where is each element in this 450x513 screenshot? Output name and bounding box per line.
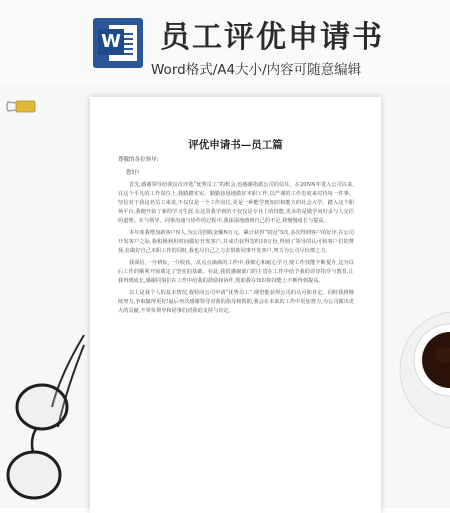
document-greeting: 您好! xyxy=(126,170,140,176)
body-paragraph: 本年度我增加新客户N人,为公司创收金额N万元。累计获得“销冠”5次,多次得到客户的好评,在公司开发客户之际,我积极利用时间做好开发客户,并成功获得签约10万份,得到了领导的认可和客户们的赞扬,在做好自己本职工作的同时,我也尽自己之力去帮助同事开发客户,努力为公司尽份薄之力。 xyxy=(118,230,354,254)
header-banner xyxy=(0,0,450,82)
word-logo-icon xyxy=(93,18,143,68)
document-page xyxy=(90,97,381,513)
body-paragraph: 我深信,一分耕耘,一分收获。从点点滴滴的工作中,我细心和耐心学习,使工作技能不断提升,这为以后工作的顺利开展奠定了坚实的基础。在此,我很感谢部门的主管在工作中给予我的谆谆指导与教育,让我得到成长,感谢同事们在工作中给我的鼓励和协作,帮助我在知识和技能上不断得到提高。 xyxy=(118,260,354,284)
coffee-cup-icon xyxy=(395,300,450,440)
document-title: 评优申请书—员工篇 xyxy=(188,139,283,151)
body-paragraph: 以上是我个人的基本情况,我特向公司申请“优秀员工”,期望能获得公司的认可和肯定。同时我将继续努力,争取做得更好!最后再次感谢领导对我的指导和帮助,我会在未来的工作中更加努力,为公司做出更大的贡献,不辜负领导和同事们对我的支持与肯定。 xyxy=(118,290,354,314)
page-title: 员工评优申请书 xyxy=(160,20,384,55)
body-paragraph: 首先,感谢领导给我这次评选“优秀员工”的机会,也感谢指派公司的信任。在20NN年进入公司以来,在这个平凡的工作岗位上,我踏踏实实、勤勤恳恳地做好本职工作,以严谨的工作态度来对待每一件事。坚信对于我这名员工来说,不仅仅是一个工作岗位,更是一种能学到知识和能力的社会大学。踏入这个职场平台,我便开始了新的学习生涯,在这里我学到的不仅仅是专业上的技能,更多的是做学问好多与人交往的道理。在与领导、同事沟通与协作的过程中,我深深地感到自己的不足,我慢慢成长与提高。 xyxy=(118,182,354,224)
binder-clip-icon xyxy=(6,100,36,113)
document-salutation: 尊敬的各位领导: xyxy=(118,157,159,163)
page-subtitle: Word格式/A4大小/内容可随意编辑 xyxy=(151,62,362,78)
word-letter: W xyxy=(98,29,124,55)
document-body xyxy=(118,181,354,319)
eyeglasses-icon xyxy=(0,335,90,510)
